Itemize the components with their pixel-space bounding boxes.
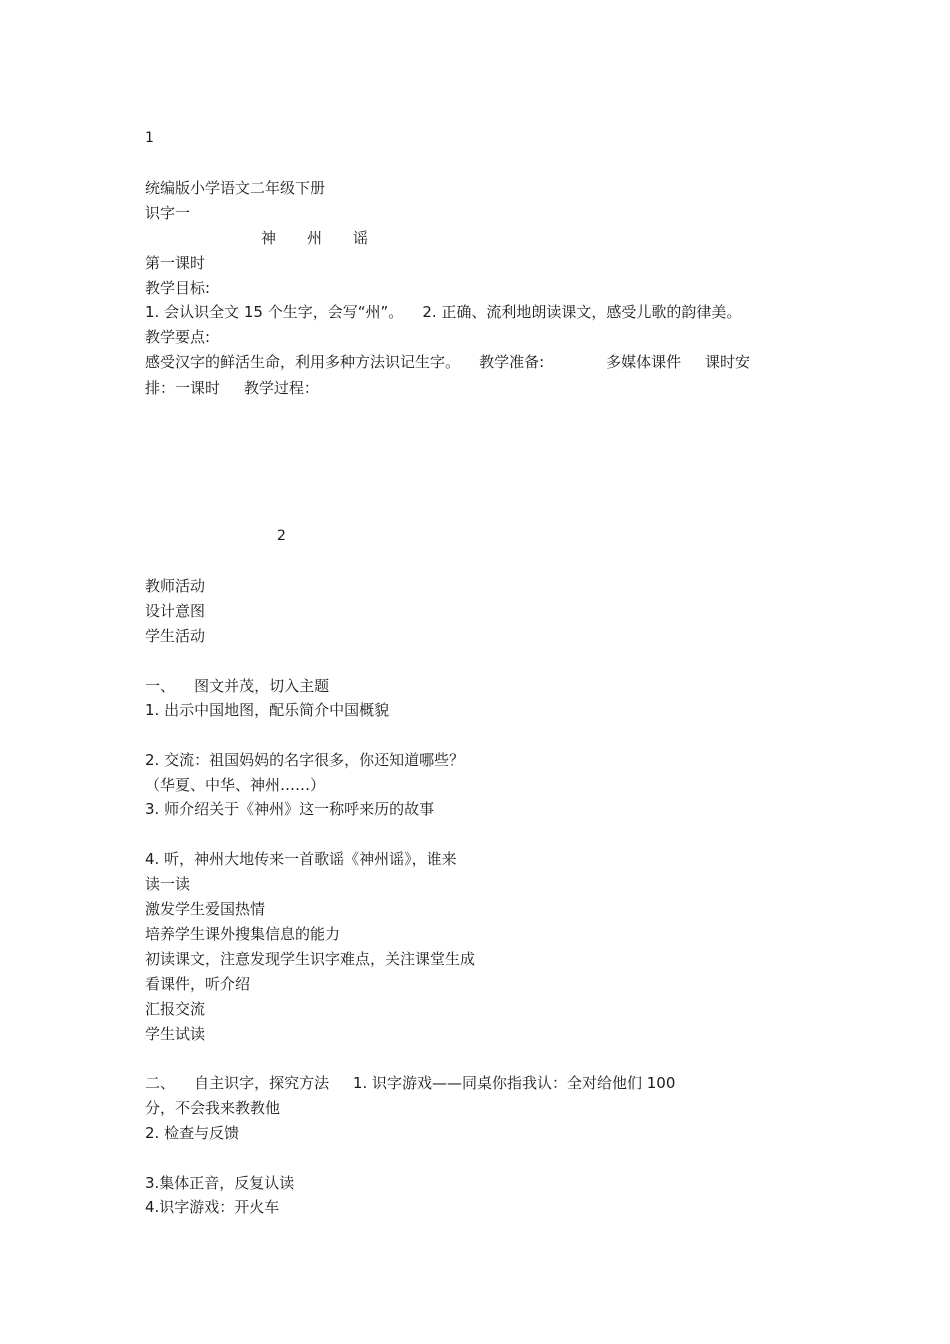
col-header-teacher: 教师活动 bbox=[145, 577, 206, 595]
lesson-period: 第一课时 bbox=[145, 254, 206, 272]
section-2-title: 二、 自主识字，探究方法 1. 识字游戏——同桌你指我认：全对给他们 100 bbox=[145, 1074, 676, 1092]
page-number: 1 bbox=[145, 130, 154, 146]
section-1-item: 4. 听，神州大地传来一首歌谣《神州谣》，谁来 bbox=[145, 850, 457, 868]
section-1-item: 读一读 bbox=[145, 875, 191, 893]
design-intent: 初读课文，注意发现学生识字难点，关注课堂生成 bbox=[145, 950, 476, 968]
section-1-item: 3. 师介绍关于《神州》这一称呼来历的故事 bbox=[145, 800, 435, 818]
col-header-intent: 设计意图 bbox=[145, 602, 206, 620]
title-char: 谣 bbox=[353, 229, 369, 247]
design-intent: 培养学生课外搜集信息的能力 bbox=[145, 925, 341, 943]
section-1-item: （华夏、中华、神州……） bbox=[145, 776, 326, 794]
col-header-student: 学生活动 bbox=[145, 627, 206, 645]
keypoints-heading: 教学要点: bbox=[145, 328, 211, 346]
section-2-title-cont: 分，不会我来教教他 bbox=[145, 1099, 281, 1117]
title-char: 神 bbox=[261, 229, 277, 247]
unit-label: 识字一 bbox=[145, 204, 191, 222]
section-1-title: 一、 图文并茂，切入主题 bbox=[145, 677, 330, 695]
title-char: 州 bbox=[307, 229, 323, 247]
lesson-title bbox=[261, 228, 368, 248]
textbook-series: 统编版小学语文二年级下册 bbox=[145, 179, 326, 197]
student-activity: 看课件，听介绍 bbox=[145, 975, 251, 993]
section-2-item: 2. 检查与反馈 bbox=[145, 1124, 240, 1142]
goals-text: 1. 会认识全文 15 个生字，会写“州”。 2. 正确、流利地朗读课文，感受儿歌的韵律美。 bbox=[145, 303, 742, 321]
goals-heading: 教学目标: bbox=[145, 279, 211, 297]
student-activity: 汇报交流 bbox=[145, 1000, 206, 1018]
keypoints-text-cont: 排：一课时 教学过程： bbox=[145, 379, 319, 397]
section-1-item: 2. 交流：祖国妈妈的名字很多，你还知道哪些？ bbox=[145, 751, 465, 769]
section-1-item: 1. 出示中国地图，配乐简介中国概貌 bbox=[145, 701, 390, 719]
page-number: 2 bbox=[277, 528, 286, 544]
section-2-item: 3.集体正音，反复认读 bbox=[145, 1174, 295, 1192]
section-2-item: 4.识字游戏：开火车 bbox=[145, 1198, 280, 1216]
student-activity: 学生试读 bbox=[145, 1025, 206, 1043]
keypoints-text: 感受汉字的鲜活生命，利用多种方法识记生字。 教学准备: 多媒体课件 课时安 bbox=[145, 353, 750, 371]
design-intent: 激发学生爱国热情 bbox=[145, 900, 266, 918]
